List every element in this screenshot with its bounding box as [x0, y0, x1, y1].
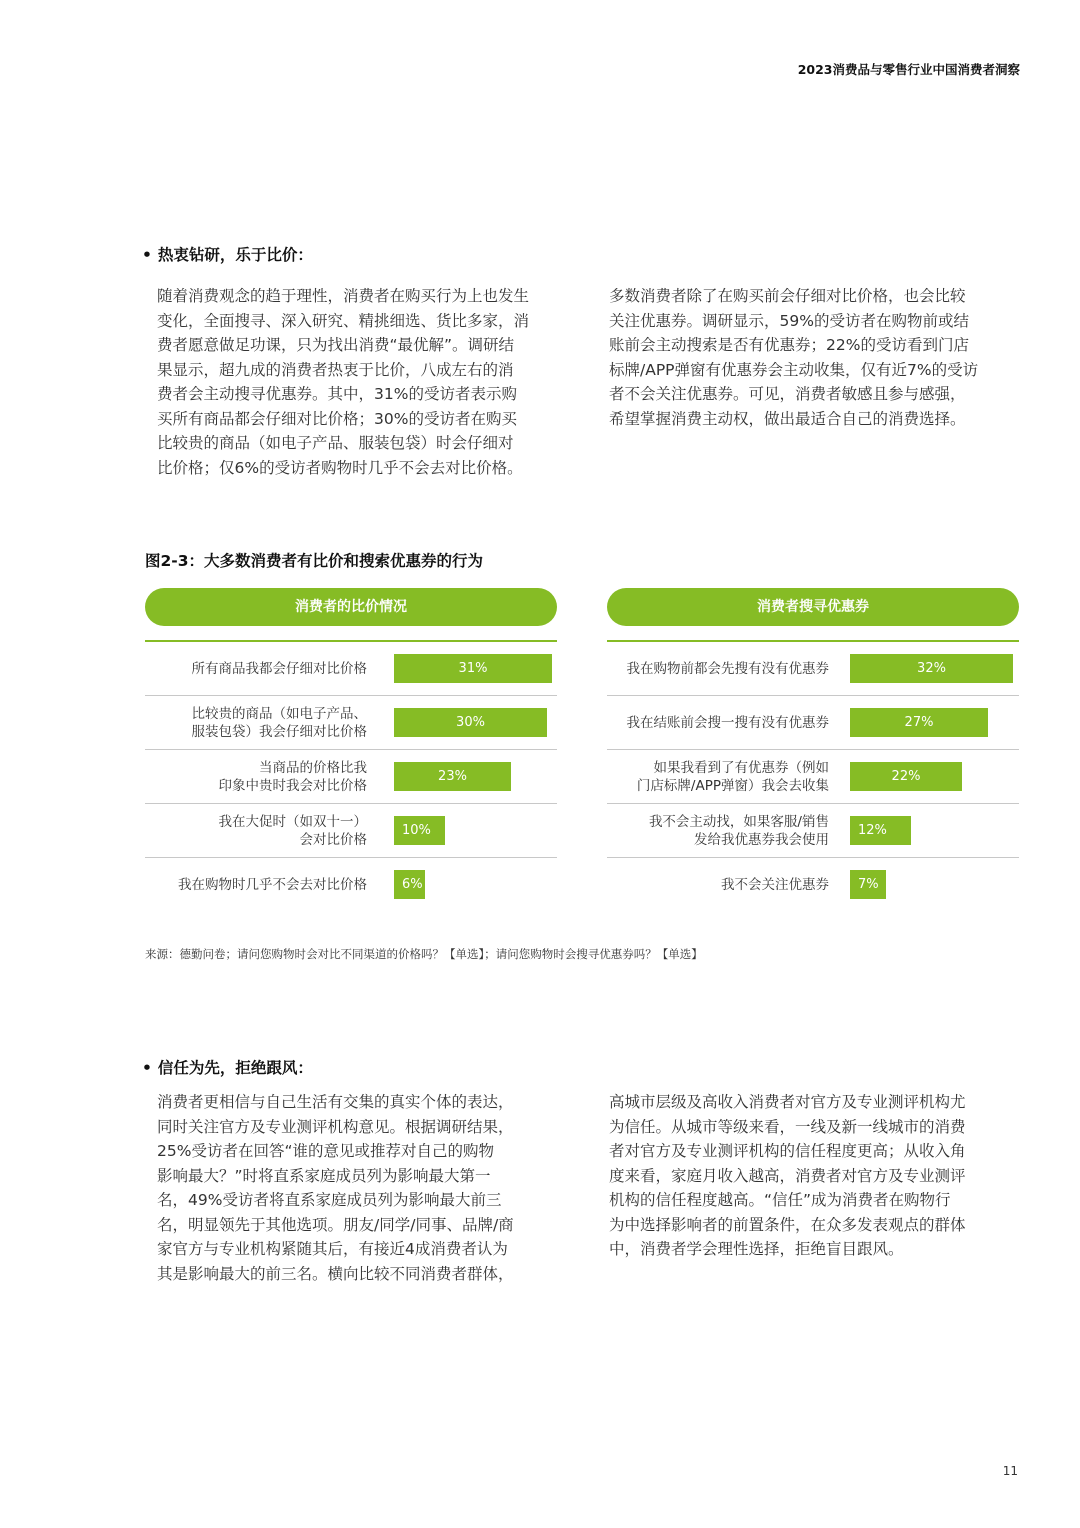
- chart-row: [607, 642, 1019, 696]
- bar-value-label: 10%: [402, 823, 431, 838]
- bar: [850, 762, 962, 791]
- chart-row: [145, 642, 557, 696]
- section-heading-text: 热衷钻研，乐于比价：: [157, 246, 313, 264]
- bar-value-label: 23%: [438, 769, 467, 784]
- figure-title: 图2-3：大多数消费者有比价和搜索优惠券的行为: [145, 552, 484, 570]
- paragraph-right: 多数消费者除了在购买前会仔细对比价格，也会比较 关注优惠券。调研显示，59%的受访者在购物前或结 账前会主动搜索是否有优惠券；22%的受访看到门店 标牌/APP弹窗有优惠券会主动收集，仅有近7%的受访 者不会关注优惠券。可见，消费者敏感且参与感强， 希望掌握消费主动权，做出最适合自己的消费选择。: [609, 287, 979, 428]
- bar-category-label: 我不会主动找，如果客服/销售 发给我优惠券我会使用: [648, 813, 829, 848]
- chart-rows: [607, 642, 1019, 911]
- chart-row: [145, 858, 557, 911]
- bar-category-label: 我在购物时几乎不会去对比价格: [178, 876, 367, 893]
- report-title: 2023消费品与零售行业中国消费者洞察: [797, 62, 1020, 77]
- bar: [850, 708, 988, 737]
- bar: [394, 708, 547, 737]
- section-heading-trust: [142, 1056, 313, 1078]
- chart-header: 消费者的比价情况: [145, 588, 557, 626]
- bar-category-label: 我在大促时（如双十一） 会对比价格: [218, 813, 367, 848]
- bar: [394, 762, 511, 791]
- chart-row: [607, 750, 1019, 804]
- bar-category-label: 所有商品我都会仔细对比价格: [191, 660, 367, 677]
- bar: [850, 654, 1013, 683]
- bar-category-label: 我不会关注优惠券: [721, 876, 829, 893]
- bar-value-label: 31%: [458, 661, 488, 676]
- bar-value-label: 27%: [904, 715, 934, 730]
- chart-rows: [145, 642, 557, 911]
- chart-row: [607, 696, 1019, 750]
- bar-value-label: 30%: [456, 715, 485, 730]
- bar-value-label: 22%: [891, 769, 921, 784]
- paragraph-right: 高城市层级及高收入消费者对官方及专业测评机构尤 为信任。从城市等级来看，一线及新一线城市的消费 者对官方及专业测评机构的信任程度更高；从收入角 度来看，家庭月收入越高，消费者对官方及专业测评 机构的信任程度越高。“信任”成为消费者在购物行 为中选择影响者的前置条件，在众多发表观点的群体 中，消费者学会理性选择，拒绝盲目跟风。: [609, 1093, 966, 1258]
- bar-category-label: 比较贵的商品（如电子产品、 服装包袋）我会仔细对比价格: [191, 705, 367, 740]
- chart-row: [145, 696, 557, 750]
- bar-category-label: 我在结账前会搜一搜有没有优惠券: [626, 714, 829, 731]
- chart-row: [607, 858, 1019, 911]
- figure-source: 来源：德勤问卷；请问您购物时会对比不同渠道的价格吗？【单选】；请问您购物时会搜寻优惠券吗？【单选】: [145, 947, 703, 961]
- chart-row: [145, 750, 557, 804]
- bar-category-label: 如果我看到了有优惠券（例如 门店标牌/APP弹窗）我会去收集: [636, 759, 829, 794]
- chart-header: 消费者搜寻优惠券: [607, 588, 1019, 626]
- bullet: •: [142, 246, 152, 264]
- chart-price-comparison: [145, 588, 557, 911]
- section-heading-price-comparison: [142, 243, 313, 265]
- bullet: •: [142, 1059, 152, 1077]
- bar-value-label: 6%: [402, 877, 423, 892]
- chart-coupon-search: [607, 588, 1019, 911]
- chart-row: [145, 804, 557, 858]
- bar: [850, 816, 911, 845]
- bar-value-label: 7%: [858, 877, 879, 892]
- bar-category-label: 当商品的价格比我 印象中贵时我会对比价格: [218, 759, 367, 794]
- section-heading-text: 信任为先，拒绝跟风：: [157, 1059, 313, 1077]
- chart-row: [607, 804, 1019, 858]
- bar: [850, 870, 886, 899]
- bar-value-label: 12%: [858, 823, 887, 838]
- page-number: 11: [1002, 1464, 1018, 1478]
- paragraph-left: 随着消费观念的趋于理性，消费者在购买行为上也发生 变化，全面搜寻、深入研究、精挑细选、货比多家，消 费者愿意做足功课，只为找出消费“最优解”。调研结 果显示，超九成的消费者热衷于比价，八成左右的消 费者会主动搜寻优惠券。其中，31%的受访者表示购 买所有商品都会仔细对比价格；30%的受访者在购买 比较贵的商品（如电子产品、服装包袋）时会仔细对 比价格；仅6%的受访者购物时几乎不会去对比价格。: [157, 287, 530, 477]
- bar: [394, 816, 445, 845]
- bar-value-label: 32%: [917, 661, 946, 676]
- bar: [394, 654, 552, 683]
- paragraph-left: 消费者更相信与自己生活有交集的真实个体的表达， 同时关注官方及专业测评机构意见。根据调研结果， 25%受访者在回答“谁的意见或推荐对自己的购物 影响最大？”时将直系家庭成员列为影响最大第一 名，49%受访者将直系家庭成员列为影响最大前三 名，明显领先于其他选项。朋友/同学/同事、品牌/商 家官方与专业机构紧随其后，有接近4成消费者认为 其是影响最大的前三名。横向比较不同消费者群体，: [157, 1093, 514, 1283]
- bar: [394, 870, 425, 899]
- bar-category-label: 我在购物前都会先搜有没有优惠券: [626, 660, 829, 677]
